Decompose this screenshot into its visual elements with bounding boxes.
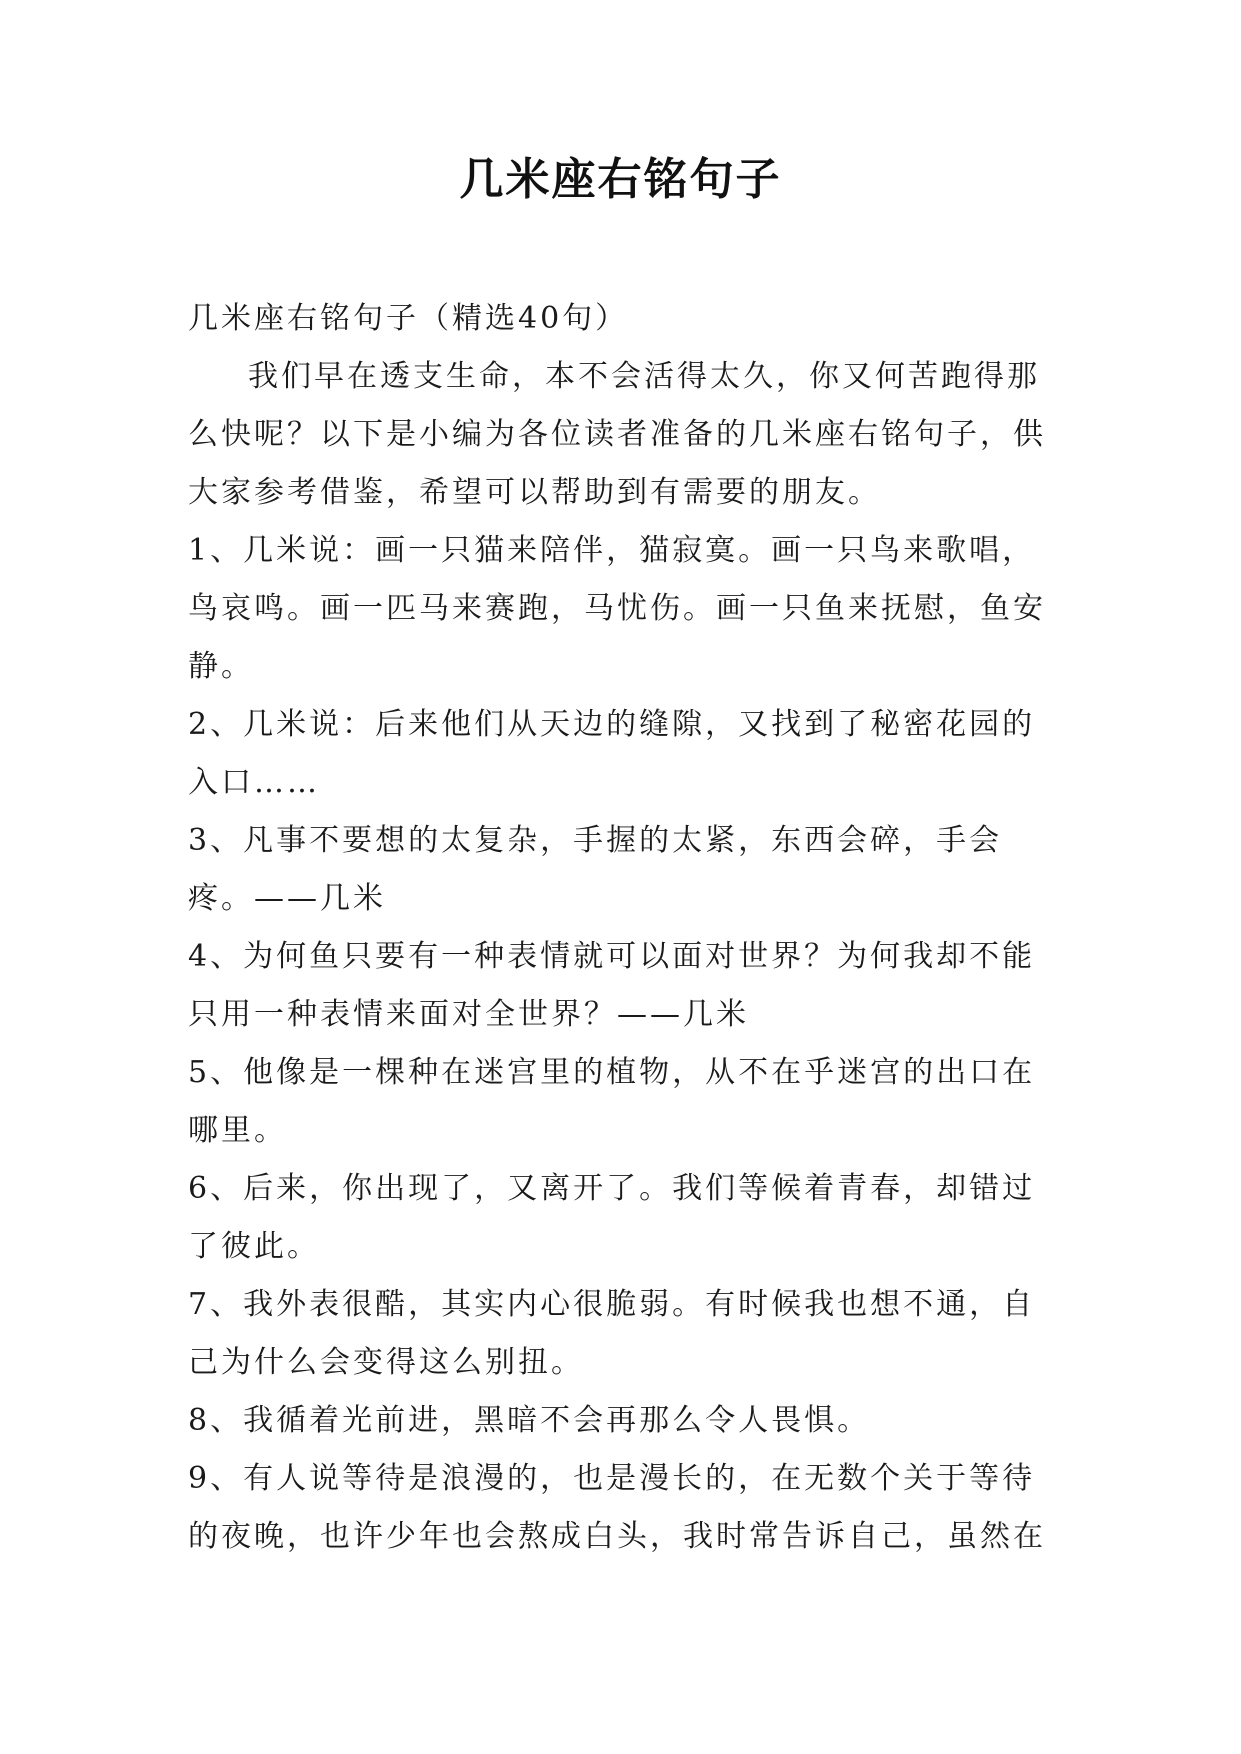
document-body: [188, 290, 1068, 1566]
quote-item: 5、他像是一棵种在迷宫里的植物，从不在乎迷宫的出口在哪里。: [188, 1055, 1036, 1148]
quote-item: 9、有人说等待是浪漫的，也是漫长的，在无数个关于等待的夜晚，也许少年也会熬成白头，我时常告诉自己，虽然在: [188, 1461, 1046, 1554]
quote-item: 7、我外表很酷，其实内心很脆弱。有时候我也想不通，自己为什么会变得这么别扭。: [188, 1287, 1036, 1380]
quote-item: 8、我循着光前进，黑暗不会再那么令人畏惧。: [188, 1403, 871, 1438]
document-title: 几米座右铭句子: [459, 154, 782, 205]
quote-item: 1、几米说：画一只猫来陪伴，猫寂寞。画一只鸟来歌唱，鸟哀鸣。画一匹马来赛跑，马忧伤。画一只鱼来抚慰，鱼安静。: [188, 533, 1046, 684]
quote-item: 3、凡事不要想的太复杂，手握的太紧，东西会碎，手会疼。——几米: [188, 823, 1003, 916]
document-subtitle: 几米座右铭句子（精选40句）: [188, 301, 629, 336]
quote-item: 2、几米说：后来他们从天边的缝隙，又找到了秘密花园的入口……: [188, 707, 1036, 800]
quote-item: 6、后来，你出现了，又离开了。我们等候着青春，却错过了彼此。: [188, 1171, 1036, 1264]
intro-paragraph: 我们早在透支生命，本不会活得太久，你又何苦跑得那么快呢？以下是小编为各位读者准备的几米座右铭句子，供大家参考借鉴，希望可以帮助到有需要的朋友。: [188, 359, 1046, 510]
quote-item: 4、为何鱼只要有一种表情就可以面对世界？为何我却不能只用一种表情来面对全世界？——几米: [188, 939, 1036, 1032]
